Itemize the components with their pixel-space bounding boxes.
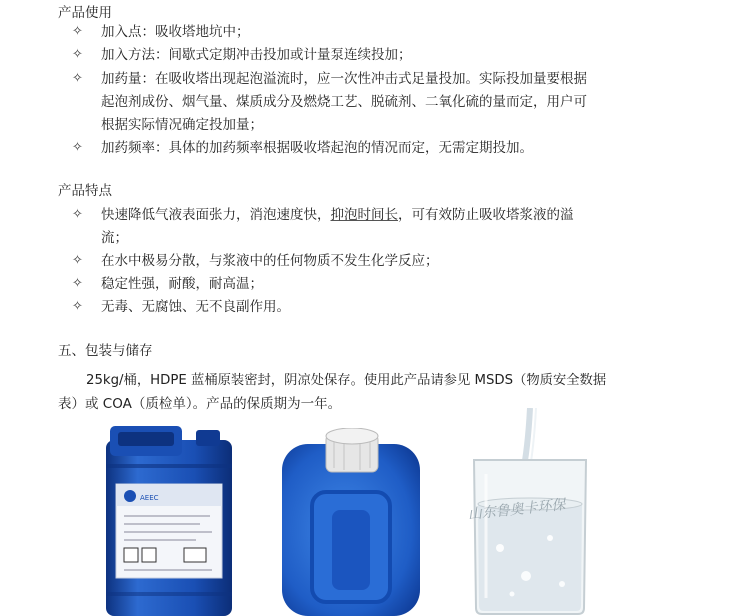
usage-item-4: 加药频率：具体的加药频率根据吸收塔起泡的情况而定，无需定期投加。 <box>101 140 533 156</box>
usage-item-3-line-1: 加药量：在吸收塔出现起泡溢流时，应一次性冲击式足量投加。实际投加量要根据 <box>101 71 587 87</box>
features-heading: 产品特点 <box>58 183 112 199</box>
blue-drum-front-image <box>100 424 238 616</box>
packaging-heading: 五、包装与储存 <box>58 343 153 359</box>
features-item-1-a: 快速降低气液表面张力，消泡速度快， <box>101 207 331 223</box>
drum-label-brand: AEEC <box>140 494 159 502</box>
bullet-icon: ✧ <box>72 140 83 155</box>
usage-heading: 产品使用 <box>58 5 112 21</box>
usage-item-1: 加入点：吸收塔地坑中； <box>101 24 250 40</box>
features-item-2: 在水中极易分散，与浆液中的任何物质不发生化学反应； <box>101 253 439 269</box>
bullet-icon: ✧ <box>72 253 83 268</box>
bullet-icon: ✧ <box>72 47 83 62</box>
features-item-1 <box>101 206 574 224</box>
features-item-4: 无毒、无腐蚀、无不良副作用。 <box>101 299 290 315</box>
blue-drum-top-image <box>278 428 424 616</box>
beaker-liquid-image <box>460 408 610 616</box>
usage-item-3-line-2: 起泡剂成份、烟气量、煤质成分及燃烧工艺、脱硫剂、二氧化硫的量而定，用户可 <box>101 94 587 110</box>
usage-item-2: 加入方法：间歇式定期冲击投加或计量泵连续投加； <box>101 47 412 63</box>
packaging-line-1: 25kg/桶，HDPE 蓝桶原装密封，阴凉处保存。使用此产品请参见 MSDS（物质安全数据 <box>86 373 607 388</box>
bullet-icon: ✧ <box>72 71 83 86</box>
bullet-icon: ✧ <box>72 299 83 314</box>
usage-item-3-line-3: 根据实际情况确定投加量； <box>101 117 263 133</box>
bullet-icon: ✧ <box>72 276 83 291</box>
bullet-icon: ✧ <box>72 207 83 222</box>
bullet-icon: ✧ <box>72 24 83 39</box>
watermark-text: 山东鲁奥卡环保 <box>467 496 567 523</box>
packaging-line-2: 表）或 COA（质检单）。产品的保质期为一年。 <box>58 396 342 412</box>
features-item-3: 稳定性强，耐酸，耐高温； <box>101 276 263 292</box>
features-item-1-b: ，可有效防止吸收塔浆液的溢 <box>398 207 574 223</box>
features-item-1-underlined: 抑泡时间长 <box>330 207 398 223</box>
features-item-1-line-2: 流； <box>101 230 128 246</box>
